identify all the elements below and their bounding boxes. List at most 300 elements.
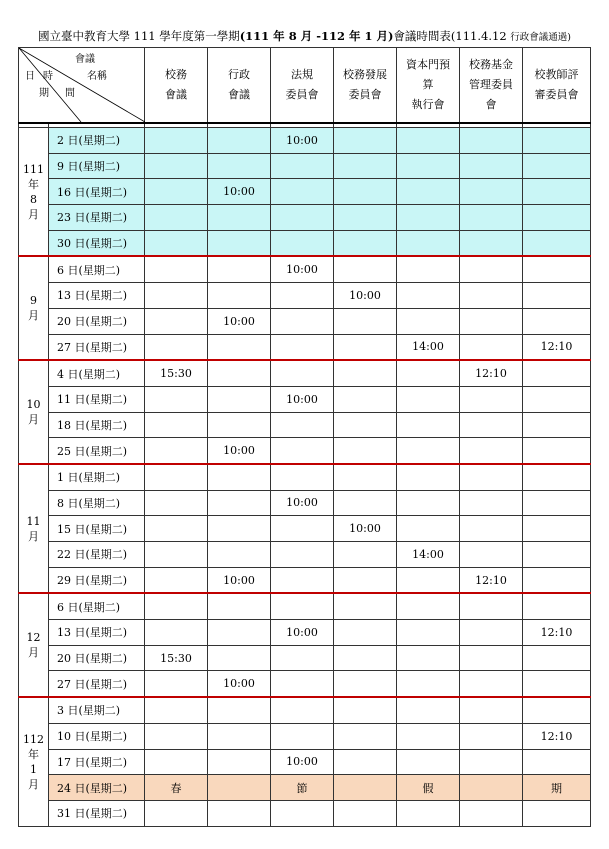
meeting-time-cell [334, 360, 397, 386]
meeting-time-cell [271, 723, 334, 749]
meeting-time-cell [523, 800, 591, 826]
schedule-row [19, 645, 591, 671]
meeting-time-cell [334, 386, 397, 412]
meeting-time-cell [397, 593, 460, 619]
day-cell: 20 日(星期二) [49, 308, 145, 334]
meeting-time-cell: 10:00 [208, 179, 271, 205]
schedule-row [19, 775, 591, 801]
meeting-time-cell [523, 283, 591, 309]
schedule-row [19, 593, 591, 619]
meeting-time-cell [334, 438, 397, 464]
meeting-time-cell [460, 179, 523, 205]
holiday-cell [334, 775, 397, 801]
meeting-time-cell [145, 438, 208, 464]
meeting-time-cell [460, 542, 523, 568]
meeting-time-cell [208, 283, 271, 309]
month-label-line: 10 [26, 398, 41, 412]
schedule-row [19, 671, 591, 697]
title-period: (111 年 8 月 -112 年 1 月) [239, 29, 394, 43]
meeting-time-cell [145, 800, 208, 826]
meeting-schedule-table [18, 47, 591, 827]
day-cell: 27 日(星期二) [49, 671, 145, 697]
col-header [145, 48, 208, 124]
month-label-line: 112 [23, 732, 44, 746]
day-cell: 22 日(星期二) [49, 542, 145, 568]
meeting-time-cell [397, 230, 460, 256]
day-cell: 3 日(星期二) [49, 697, 145, 723]
schedule-row [19, 179, 591, 205]
title-approval: 行政會議通過) [510, 32, 572, 43]
meeting-time-cell [397, 283, 460, 309]
col-header [460, 48, 523, 124]
schedule-row [19, 308, 591, 334]
day-cell: 17 日(星期二) [49, 749, 145, 775]
schedule-row [19, 412, 591, 438]
meeting-time-cell [271, 334, 334, 360]
meeting-time-cell [145, 308, 208, 334]
day-cell: 13 日(星期二) [49, 283, 145, 309]
meeting-time-cell [208, 386, 271, 412]
meeting-time-cell [397, 490, 460, 516]
schedule-row [19, 697, 591, 723]
col-header-line: 校教師評 [534, 68, 579, 81]
col-header [271, 48, 334, 124]
schedule-row [19, 516, 591, 542]
meeting-time-cell [523, 412, 591, 438]
schedule-row [19, 256, 591, 282]
schedule-row [19, 128, 591, 154]
col-header [523, 48, 591, 124]
day-cell: 10 日(星期二) [49, 723, 145, 749]
col-header-line: 委員會 [348, 88, 382, 101]
schedule-row [19, 205, 591, 231]
month-label [19, 464, 49, 593]
title-schedule: 會議時間表(111.4.12 [393, 29, 511, 43]
meeting-time-cell [523, 490, 591, 516]
meeting-time-cell [460, 153, 523, 179]
meeting-time-cell [397, 567, 460, 593]
col-header [397, 48, 460, 124]
meeting-time-cell [523, 153, 591, 179]
meeting-time-cell [460, 645, 523, 671]
meeting-time-cell [334, 153, 397, 179]
meeting-time-cell [523, 697, 591, 723]
month-label-line: 年 [28, 747, 39, 761]
meeting-time-cell [397, 697, 460, 723]
meeting-time-cell [145, 749, 208, 775]
col-header-line: 會 [485, 98, 497, 111]
col-header-line: 校務 [165, 68, 187, 81]
corner-header [19, 48, 145, 124]
meeting-time-cell: 14:00 [397, 542, 460, 568]
meeting-time-cell [460, 256, 523, 282]
meeting-time-cell [271, 800, 334, 826]
holiday-cell: 節 [271, 775, 334, 801]
meeting-time-cell [208, 620, 271, 646]
month-label-line: 12 [26, 631, 41, 645]
corner-label-time-2: 間 [65, 88, 75, 99]
meeting-time-cell [271, 205, 334, 231]
meeting-time-cell [145, 230, 208, 256]
meeting-time-cell: 12:10 [523, 334, 591, 360]
meeting-time-cell [460, 283, 523, 309]
schedule-row [19, 230, 591, 256]
day-cell: 20 日(星期二) [49, 645, 145, 671]
meeting-time-cell [397, 620, 460, 646]
meeting-time-cell: 12:10 [460, 360, 523, 386]
meeting-time-cell [145, 464, 208, 490]
meeting-time-cell [460, 464, 523, 490]
meeting-time-cell [334, 800, 397, 826]
col-header-line: 資本門預 [406, 58, 450, 71]
month-label-line: 111 [23, 162, 44, 176]
month-label [19, 128, 49, 257]
meeting-time-cell [397, 179, 460, 205]
meeting-time-cell: 12:10 [460, 567, 523, 593]
meeting-time-cell [271, 308, 334, 334]
day-cell: 16 日(星期二) [49, 179, 145, 205]
meeting-time-cell [523, 438, 591, 464]
meeting-time-cell [334, 256, 397, 282]
meeting-time-cell [145, 542, 208, 568]
month-label-line: 月 [28, 777, 39, 791]
meeting-time-cell [334, 490, 397, 516]
page-title [0, 28, 609, 44]
month-label [19, 593, 49, 697]
meeting-time-cell [334, 308, 397, 334]
meeting-time-cell [397, 412, 460, 438]
month-label [19, 360, 49, 464]
corner-label-time-1: 時 [43, 71, 53, 82]
meeting-time-cell: 15:30 [145, 360, 208, 386]
month-label-line: 1 [30, 762, 37, 776]
header-row [19, 48, 591, 124]
meeting-time-cell [145, 153, 208, 179]
day-cell: 6 日(星期二) [49, 256, 145, 282]
corner-label-date-1: 日 [25, 71, 35, 82]
meeting-time-cell [523, 256, 591, 282]
col-header-line: 會議 [228, 88, 250, 101]
meeting-time-cell [523, 205, 591, 231]
meeting-time-cell [145, 490, 208, 516]
meeting-time-cell [208, 490, 271, 516]
meeting-time-cell [145, 283, 208, 309]
meeting-time-cell [460, 593, 523, 619]
day-cell: 15 日(星期二) [49, 516, 145, 542]
meeting-time-cell [271, 179, 334, 205]
meeting-time-cell [523, 567, 591, 593]
meeting-time-cell: 10:00 [271, 386, 334, 412]
meeting-time-cell [271, 516, 334, 542]
schedule-row [19, 749, 591, 775]
meeting-time-cell [460, 671, 523, 697]
meeting-time-cell [145, 620, 208, 646]
schedule-row [19, 542, 591, 568]
meeting-time-cell [523, 671, 591, 697]
meeting-time-cell [397, 438, 460, 464]
meeting-time-cell [334, 645, 397, 671]
meeting-time-cell [397, 645, 460, 671]
col-header-line: 校務基金 [469, 58, 513, 71]
holiday-cell [208, 775, 271, 801]
meeting-time-cell [397, 308, 460, 334]
col-header-line: 委員會 [285, 88, 319, 101]
meeting-time-cell [523, 360, 591, 386]
col-header-line: 行政 [228, 68, 250, 81]
meeting-time-cell [460, 128, 523, 154]
meeting-time-cell [208, 360, 271, 386]
meeting-time-cell [271, 464, 334, 490]
holiday-cell: 春 [145, 775, 208, 801]
meeting-time-cell [334, 697, 397, 723]
day-cell: 29 日(星期二) [49, 567, 145, 593]
schedule-row [19, 800, 591, 826]
col-header-line: 法規 [291, 68, 313, 81]
meeting-time-cell [397, 360, 460, 386]
meeting-time-cell [334, 749, 397, 775]
meeting-time-cell [397, 256, 460, 282]
meeting-time-cell [208, 128, 271, 154]
day-cell: 1 日(星期二) [49, 464, 145, 490]
meeting-time-cell [460, 516, 523, 542]
meeting-time-cell [397, 516, 460, 542]
meeting-time-cell [145, 334, 208, 360]
meeting-time-cell [271, 567, 334, 593]
meeting-time-cell: 15:30 [145, 645, 208, 671]
meeting-time-cell: 10:00 [208, 671, 271, 697]
meeting-time-cell [145, 256, 208, 282]
col-header-line: 會議 [165, 88, 187, 101]
schedule-row [19, 153, 591, 179]
meeting-time-cell [271, 230, 334, 256]
meeting-time-cell [271, 412, 334, 438]
month-label-line: 月 [28, 413, 39, 427]
meeting-time-cell [208, 800, 271, 826]
meeting-time-cell [208, 334, 271, 360]
schedule-row [19, 723, 591, 749]
meeting-time-cell [460, 490, 523, 516]
schedule-row [19, 567, 591, 593]
day-cell: 2 日(星期二) [49, 128, 145, 154]
meeting-time-cell: 10:00 [271, 128, 334, 154]
meeting-time-cell: 10:00 [208, 308, 271, 334]
meeting-time-cell [397, 205, 460, 231]
meeting-time-cell [208, 464, 271, 490]
meeting-time-cell [271, 671, 334, 697]
corner-label-date-2: 期 [39, 88, 49, 99]
meeting-time-cell: 10:00 [271, 490, 334, 516]
meeting-time-cell: 10:00 [271, 749, 334, 775]
month-label-line: 9 [30, 294, 37, 308]
meeting-time-cell [460, 723, 523, 749]
meeting-time-cell [334, 723, 397, 749]
meeting-time-cell [460, 749, 523, 775]
meeting-time-cell [523, 308, 591, 334]
meeting-time-cell [460, 334, 523, 360]
meeting-time-cell [397, 153, 460, 179]
meeting-time-cell [271, 438, 334, 464]
meeting-time-cell [523, 386, 591, 412]
day-cell: 8 日(星期二) [49, 490, 145, 516]
meeting-time-cell [208, 205, 271, 231]
meeting-time-cell: 10:00 [208, 438, 271, 464]
meeting-time-cell: 10:00 [208, 567, 271, 593]
schedule-row [19, 360, 591, 386]
month-label-line: 年 [28, 177, 39, 191]
holiday-cell: 假 [397, 775, 460, 801]
day-cell: 11 日(星期二) [49, 386, 145, 412]
meeting-time-cell [523, 542, 591, 568]
meeting-time-cell [208, 593, 271, 619]
meeting-time-cell [208, 153, 271, 179]
title-school: 國立臺中教育大學 111 學年度第一學期 [37, 29, 240, 43]
corner-label-meeting: 會議 [75, 54, 95, 65]
meeting-time-cell [523, 230, 591, 256]
month-label [19, 697, 49, 826]
meeting-time-cell [334, 671, 397, 697]
meeting-time-cell: 10:00 [334, 516, 397, 542]
col-header-line: 算 [422, 78, 434, 91]
meeting-time-cell [208, 645, 271, 671]
corner-label-name: 名稱 [87, 71, 107, 82]
meeting-time-cell [523, 645, 591, 671]
day-cell: 24 日(星期二) [49, 775, 145, 801]
meeting-time-cell [271, 283, 334, 309]
meeting-time-cell [523, 749, 591, 775]
meeting-time-cell [523, 464, 591, 490]
meeting-time-cell [460, 230, 523, 256]
meeting-time-cell [271, 542, 334, 568]
col-header [334, 48, 397, 124]
holiday-cell: 期 [523, 775, 591, 801]
schedule-row [19, 283, 591, 309]
meeting-time-cell [145, 671, 208, 697]
meeting-time-cell [334, 464, 397, 490]
meeting-time-cell [460, 438, 523, 464]
meeting-time-cell: 10:00 [271, 620, 334, 646]
meeting-time-cell [334, 620, 397, 646]
col-header-line: 校務發展 [343, 68, 387, 81]
meeting-time-cell [460, 205, 523, 231]
month-label-line: 月 [28, 646, 39, 660]
meeting-time-cell [523, 179, 591, 205]
meeting-time-cell [271, 593, 334, 619]
meeting-time-cell [397, 749, 460, 775]
schedule-body [19, 123, 591, 826]
meeting-time-cell [334, 179, 397, 205]
meeting-time-cell [460, 697, 523, 723]
month-label [19, 256, 49, 360]
meeting-time-cell [271, 697, 334, 723]
meeting-time-cell [523, 593, 591, 619]
meeting-time-cell [145, 697, 208, 723]
meeting-time-cell: 10:00 [334, 283, 397, 309]
meeting-time-cell [460, 620, 523, 646]
meeting-time-cell [460, 308, 523, 334]
meeting-time-cell [334, 567, 397, 593]
meeting-time-cell: 14:00 [397, 334, 460, 360]
meeting-time-cell [334, 334, 397, 360]
meeting-time-cell [334, 412, 397, 438]
day-cell: 25 日(星期二) [49, 438, 145, 464]
month-label-line: 月 [28, 309, 39, 323]
meeting-time-cell [334, 593, 397, 619]
meeting-time-cell [334, 542, 397, 568]
day-cell: 13 日(星期二) [49, 620, 145, 646]
day-cell: 30 日(星期二) [49, 230, 145, 256]
day-cell: 31 日(星期二) [49, 800, 145, 826]
meeting-time-cell [523, 516, 591, 542]
schedule-row [19, 386, 591, 412]
meeting-time-cell [460, 386, 523, 412]
month-label-line: 8 [30, 192, 37, 206]
day-cell: 27 日(星期二) [49, 334, 145, 360]
meeting-time-cell [208, 723, 271, 749]
meeting-time-cell [208, 542, 271, 568]
meeting-time-cell [145, 179, 208, 205]
holiday-cell [460, 775, 523, 801]
meeting-time-cell [145, 128, 208, 154]
day-cell: 23 日(星期二) [49, 205, 145, 231]
meeting-time-cell [145, 516, 208, 542]
meeting-time-cell: 12:10 [523, 620, 591, 646]
meeting-time-cell [208, 230, 271, 256]
meeting-time-cell [397, 128, 460, 154]
day-cell: 6 日(星期二) [49, 593, 145, 619]
col-header-line: 管理委員 [469, 78, 513, 91]
day-cell: 9 日(星期二) [49, 153, 145, 179]
meeting-time-cell [271, 153, 334, 179]
col-header-line: 執行會 [411, 98, 445, 111]
schedule-row [19, 464, 591, 490]
schedule-row [19, 620, 591, 646]
meeting-time-cell [397, 464, 460, 490]
meeting-time-cell [208, 749, 271, 775]
meeting-time-cell [271, 360, 334, 386]
meeting-time-cell [397, 671, 460, 697]
meeting-time-cell: 12:10 [523, 723, 591, 749]
meeting-time-cell [208, 412, 271, 438]
schedule-row [19, 334, 591, 360]
meeting-time-cell [334, 205, 397, 231]
meeting-time-cell [208, 256, 271, 282]
day-cell: 18 日(星期二) [49, 412, 145, 438]
meeting-time-cell: 10:00 [271, 256, 334, 282]
meeting-time-cell [397, 723, 460, 749]
schedule-row [19, 490, 591, 516]
meeting-time-cell [145, 412, 208, 438]
meeting-time-cell [334, 230, 397, 256]
month-label-line: 月 [28, 207, 39, 221]
meeting-time-cell [208, 516, 271, 542]
meeting-time-cell [271, 645, 334, 671]
meeting-time-cell [145, 567, 208, 593]
col-header [208, 48, 271, 124]
meeting-time-cell [460, 412, 523, 438]
col-header-line: 審委員會 [534, 88, 579, 101]
day-cell: 4 日(星期二) [49, 360, 145, 386]
meeting-time-cell [208, 697, 271, 723]
meeting-time-cell [145, 205, 208, 231]
meeting-time-cell [334, 128, 397, 154]
schedule-row [19, 438, 591, 464]
meeting-time-cell [397, 386, 460, 412]
meeting-time-cell [145, 593, 208, 619]
meeting-time-cell [460, 800, 523, 826]
meeting-time-cell [145, 386, 208, 412]
meeting-time-cell [145, 723, 208, 749]
month-label-line: 11 [26, 514, 41, 528]
